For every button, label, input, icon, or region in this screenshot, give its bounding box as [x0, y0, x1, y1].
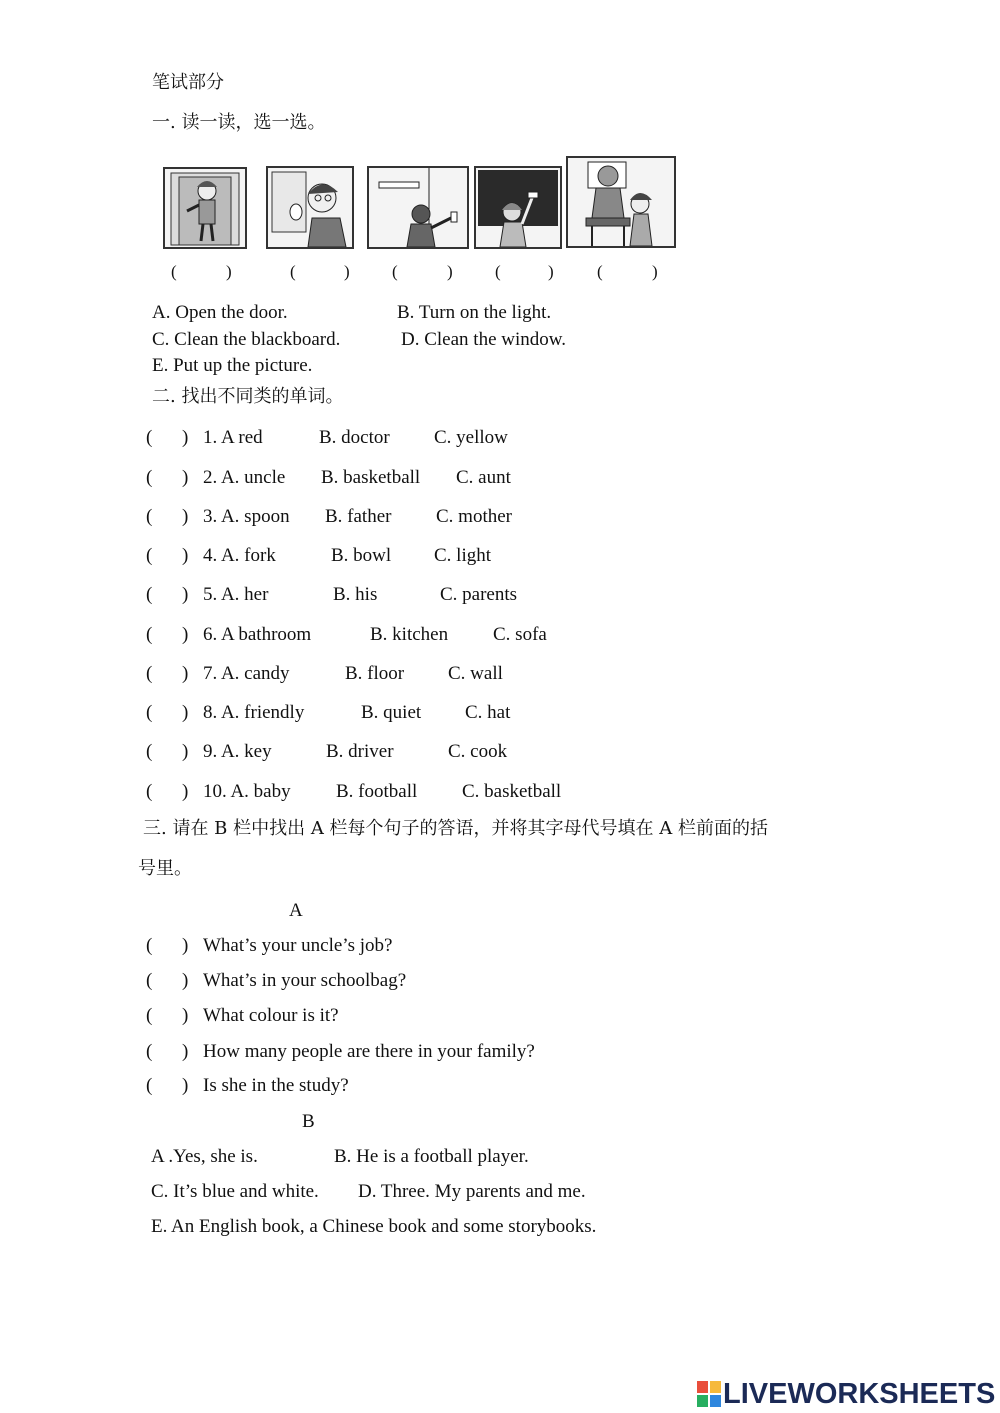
q2-paren-open: (	[146, 467, 153, 488]
column-b-label: B	[302, 1111, 315, 1132]
q5-option-c: C. parents	[440, 584, 518, 605]
picture-4-answer-open: (	[495, 262, 501, 281]
section2-title: 二. 找出不同类的单词。	[152, 386, 344, 407]
q6-option-a: 6. A bathroom	[203, 624, 312, 645]
match-2-answer-input[interactable]	[156, 970, 184, 992]
q2-option-a: 2. A. uncle	[203, 467, 286, 488]
q8-option-c: C. hat	[465, 702, 511, 723]
match-4-question: How many people are there in your family?	[203, 1041, 535, 1062]
q2-option-c: C. aunt	[456, 467, 511, 488]
answer-c: C. It’s blue and white.	[151, 1181, 319, 1202]
q7-option-a: 7. A. candy	[203, 663, 290, 684]
match-1-answer-input[interactable]	[156, 935, 184, 957]
girl-cleaning-blackboard-icon	[474, 166, 562, 249]
q10-paren-open: (	[146, 781, 153, 802]
q5-paren-close: )	[182, 584, 189, 605]
q8-paren-open: (	[146, 702, 153, 723]
answer-b: B. He is a football player.	[334, 1146, 529, 1167]
q6-option-b: B. kitchen	[370, 624, 449, 645]
q4-answer-input[interactable]	[156, 545, 184, 567]
column-a-label: A	[289, 900, 303, 921]
q9-answer-input[interactable]	[156, 741, 184, 763]
section1-title: 一. 读一读，选一选。	[152, 112, 326, 133]
q8-option-a: 8. A. friendly	[203, 702, 305, 723]
match-4-paren-open: (	[146, 1041, 153, 1062]
liveworksheets-logo	[697, 1377, 995, 1411]
q3-option-a: 3. A. spoon	[203, 506, 290, 527]
q1-option-a: 1. A red	[203, 427, 263, 448]
picture-5-answer-close: )	[652, 262, 658, 281]
q4-option-c: C. light	[434, 545, 492, 566]
q2-answer-input[interactable]	[156, 467, 184, 489]
answer-d: D. Three. My parents and me.	[358, 1181, 586, 1202]
q6-answer-input[interactable]	[156, 624, 184, 646]
q10-answer-input[interactable]	[156, 781, 184, 803]
q7-paren-close: )	[182, 663, 189, 684]
option-b: B. Turn on the light.	[397, 302, 552, 323]
answer-e: E. An English book, a Chinese book and some storybooks.	[151, 1216, 597, 1237]
option-e: E. Put up the picture.	[152, 355, 313, 376]
q3-answer-input[interactable]	[156, 506, 184, 528]
q5-paren-open: (	[146, 584, 153, 605]
match-1-question: What’s your uncle’s job?	[203, 935, 393, 956]
q6-option-c: C. sofa	[493, 624, 547, 645]
match-1-paren-close: )	[182, 935, 189, 956]
match-5-paren-close: )	[182, 1075, 189, 1096]
q7-answer-input[interactable]	[156, 663, 184, 685]
match-3-answer-input[interactable]	[156, 1005, 184, 1027]
picture-2-answer-input[interactable]	[300, 261, 344, 283]
q9-paren-close: )	[182, 741, 189, 762]
q7-paren-open: (	[146, 663, 153, 684]
girl-opening-door-icon	[163, 167, 247, 249]
q5-option-a: 5. A. her	[203, 584, 269, 605]
boy-turning-on-light-icon	[367, 166, 469, 249]
q4-option-b: B. bowl	[331, 545, 392, 566]
liveworksheets-logo-text: LIVEWORKSHEETS	[723, 1377, 996, 1410]
man-cleaning-window-icon	[266, 166, 354, 249]
option-d: D. Clean the window.	[401, 329, 566, 350]
q1-paren-open: (	[146, 427, 153, 448]
picture-2-answer-close: )	[344, 262, 350, 281]
q3-paren-close: )	[182, 506, 189, 527]
option-c: C. Clean the blackboard.	[152, 329, 341, 350]
q9-paren-open: (	[146, 741, 153, 762]
liveworksheets-mark-icon	[697, 1381, 721, 1407]
q4-paren-open: (	[146, 545, 153, 566]
q2-paren-close: )	[182, 467, 189, 488]
q4-paren-close: )	[182, 545, 189, 566]
section3-title-line2: 号里。	[138, 858, 192, 879]
picture-1-answer-open: (	[171, 262, 177, 281]
q5-option-b: B. his	[333, 584, 378, 605]
q10-paren-close: )	[182, 781, 189, 802]
picture-4-answer-close: )	[548, 262, 554, 281]
q1-paren-close: )	[182, 427, 189, 448]
match-5-answer-input[interactable]	[156, 1075, 184, 1097]
answer-a: A .Yes, she is.	[151, 1146, 258, 1167]
match-2-paren-open: (	[146, 970, 153, 991]
option-a: A. Open the door.	[152, 302, 288, 323]
q2-option-b: B. basketball	[321, 467, 421, 488]
picture-3-answer-close: )	[447, 262, 453, 281]
match-5-paren-open: (	[146, 1075, 153, 1096]
match-3-paren-open: (	[146, 1005, 153, 1026]
q7-option-b: B. floor	[345, 663, 405, 684]
q3-option-b: B. father	[325, 506, 392, 527]
picture-1-answer-close: )	[226, 262, 232, 281]
q10-option-a: 10. A. baby	[203, 781, 291, 802]
q5-answer-input[interactable]	[156, 584, 184, 606]
q6-paren-open: (	[146, 624, 153, 645]
section3-title-line1: 三. 请在 B 栏中找出 A 栏每个句子的答语，并将其字母代号填在 A 栏前面的括	[143, 818, 768, 839]
picture-3-answer-input[interactable]	[402, 261, 446, 283]
q6-paren-close: )	[182, 624, 189, 645]
picture-2-answer-open: (	[290, 262, 296, 281]
match-5-question: Is she in the study?	[203, 1075, 349, 1096]
q8-paren-close: )	[182, 702, 189, 723]
match-4-answer-input[interactable]	[156, 1041, 184, 1063]
q3-paren-open: (	[146, 506, 153, 527]
match-3-question: What colour is it?	[203, 1005, 339, 1026]
picture-4-answer-input[interactable]	[505, 261, 549, 283]
q9-option-a: 9. A. key	[203, 741, 272, 762]
match-2-question: What’s in your schoolbag?	[203, 970, 407, 991]
q10-option-b: B. football	[336, 781, 418, 802]
match-2-paren-close: )	[182, 970, 189, 991]
match-3-paren-close: )	[182, 1005, 189, 1026]
match-1-paren-open: (	[146, 935, 153, 956]
q9-option-c: C. cook	[448, 741, 508, 762]
q4-option-a: 4. A. fork	[203, 545, 276, 566]
q1-answer-input[interactable]	[156, 427, 184, 449]
q9-option-b: B. driver	[326, 741, 394, 762]
picture-5-answer-input[interactable]	[607, 261, 651, 283]
q1-option-c: C. yellow	[434, 427, 508, 448]
q8-option-b: B. quiet	[361, 702, 422, 723]
children-putting-up-picture-icon	[566, 156, 676, 248]
q1-option-b: B. doctor	[319, 427, 390, 448]
picture-3-answer-open: (	[392, 262, 398, 281]
match-4-paren-close: )	[182, 1041, 189, 1062]
q3-option-c: C. mother	[436, 506, 512, 527]
page-title: 笔试部分	[152, 72, 224, 93]
q7-option-c: C. wall	[448, 663, 503, 684]
picture-1-answer-input[interactable]	[182, 261, 226, 283]
q10-option-c: C. basketball	[462, 781, 562, 802]
q8-answer-input[interactable]	[156, 702, 184, 724]
picture-5-answer-open: (	[597, 262, 603, 281]
